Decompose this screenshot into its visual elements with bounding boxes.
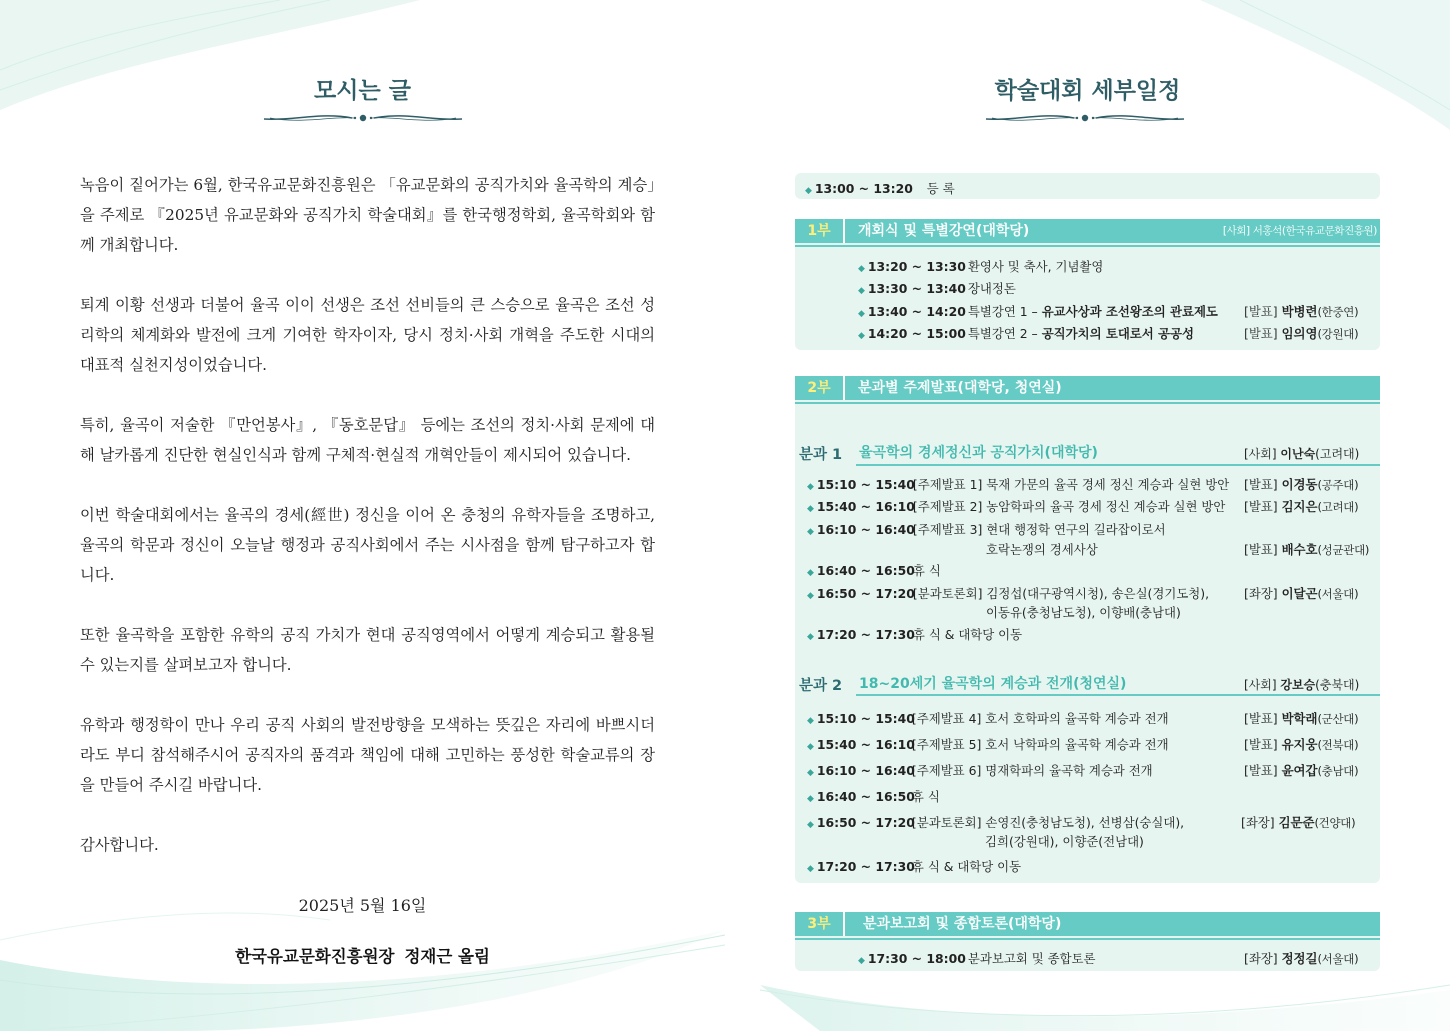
time: 16:40 ~ 16:50 [816, 789, 915, 804]
item-text: 휴 식 & 대학당 이동 [912, 627, 1023, 642]
bullet-icon: ◆ [807, 820, 814, 830]
bullet-icon: ◆ [807, 632, 814, 642]
schedule-row [807, 709, 1169, 727]
bullet-icon: ◆ [807, 742, 814, 752]
schedule-row [807, 857, 1021, 875]
role-label: [발표] [1244, 542, 1278, 557]
part-title: 분과보고회 및 종합토론(대학당) [863, 916, 1062, 932]
item-text-line2: 김희(강원대), 이향준(전남대) [985, 834, 1144, 849]
schedule-row [807, 813, 1184, 831]
session-title: 율곡학의 경세정신과 공직가치(대학당) [859, 445, 1098, 461]
schedule-row [807, 497, 1225, 515]
registration-label: 등 록 [926, 181, 955, 196]
time: 15:10 ~ 15:40 [816, 711, 915, 726]
schedule-row [807, 561, 941, 579]
bullet-icon: ◆ [807, 568, 814, 578]
role-label: [사회] [1244, 447, 1277, 461]
part3-header [795, 912, 1380, 936]
bullet-icon: ◆ [858, 264, 865, 274]
part-title: 개회식 및 특별강연(대학당) [858, 223, 1030, 239]
chair-name: 이난숙 [1280, 447, 1316, 461]
signature-org: 한국유교문화진흥원장 [235, 947, 395, 966]
schedule-row [807, 475, 1229, 493]
presenter [1244, 709, 1358, 727]
presenter [1244, 735, 1358, 753]
divider [795, 938, 1380, 940]
presenter-affiliation: (서울대) [1317, 587, 1359, 601]
chair-name: 강보승 [1280, 678, 1316, 692]
schedule-row [807, 761, 1153, 779]
time: 16:10 ~ 16:40 [816, 522, 915, 537]
schedule-row [807, 735, 1169, 753]
presenter-affiliation: (고려대) [1317, 500, 1359, 514]
bullet-icon: ◆ [807, 768, 814, 778]
presenter-affiliation: (군산대) [1317, 712, 1359, 726]
time: 13:20 ~ 13:30 [867, 259, 966, 274]
title-ornament-icon [984, 108, 1186, 128]
role-label: [발표] [1244, 477, 1278, 492]
role-label: [발표] [1244, 326, 1278, 341]
time: 16:50 ~ 17:20 [816, 586, 915, 601]
item-text: 환영사 및 축사, 기념촬영 [967, 259, 1104, 274]
schedule-row [858, 257, 1103, 275]
presenter [1244, 475, 1358, 493]
page-title: 학술대회 세부일정 [994, 77, 1181, 104]
presenter [1244, 497, 1358, 515]
session-chair [1244, 676, 1359, 693]
item-text: [분과토론회] 손영진(충청남도청), 선병삼(숭실대), [911, 815, 1185, 830]
presenter-name: 이달곤 [1281, 586, 1318, 601]
item-text: 휴 식 [912, 563, 941, 578]
schedule-row [858, 949, 1096, 967]
presenter-name: 김지은 [1281, 499, 1318, 514]
presenter-affiliation: (한중연) [1317, 305, 1359, 319]
item-text: [주제발표 5] 호서 낙학파의 율곡학 계승과 전개 [911, 737, 1169, 752]
time: 16:40 ~ 16:50 [816, 563, 915, 578]
letter-paragraph: 이번 학술대회에서는 율곡의 경세(經世) 정신을 이어 온 충청의 유학자들을 조명하고, 율곡의 학문과 정신이 오늘날 행정과 공직사회에서 주는 시사점을 함께 탐구하고자 합니다. [80, 506, 655, 584]
presenter-name: 윤여갑 [1281, 763, 1318, 778]
bullet-icon: ◆ [807, 482, 814, 492]
bullet-icon: ◆ [807, 716, 814, 726]
time: 17:20 ~ 17:30 [816, 627, 915, 642]
presenter [1244, 324, 1358, 342]
presenter-name: 유지웅 [1281, 737, 1318, 752]
session-chair [1244, 445, 1359, 462]
part-number: 1부 [795, 219, 845, 243]
letter-paragraph: 유학과 행정학이 만나 우리 공직 사회의 발전방향을 모색하는 뜻깊은 자리에 바쁘시더라도 부디 참석해주시어 공직자의 품격과 책임에 대해 고민하는 풍성한 학술교류의 장을 만들어 주시길 바랍니다. [80, 716, 655, 794]
letter-body [80, 170, 655, 860]
presenter-affiliation: (전북대) [1317, 738, 1359, 752]
presenter-affiliation: (강원대) [1317, 327, 1359, 341]
presenter [1244, 949, 1358, 967]
title-ornament-icon [262, 108, 464, 128]
item-text-line2: 호락논쟁의 경세사상 [986, 542, 1098, 557]
part-title: 분과별 주제발표(대학당, 청연실) [858, 380, 1062, 396]
presenter-affiliation: (성균관대) [1317, 543, 1370, 557]
session-label: 분과 2 [799, 678, 843, 694]
bullet-icon: ◆ [807, 527, 814, 537]
letter-signature [0, 943, 725, 967]
role-label: [좌장] [1244, 586, 1278, 601]
bullet-icon: ◆ [807, 504, 814, 514]
item-text: 특별강연 2 – [967, 326, 1042, 341]
part-number: 3부 [795, 912, 845, 936]
role-label: [좌장] [1241, 815, 1275, 830]
role-label: [사회] [1244, 678, 1277, 692]
role-label: [발표] [1244, 499, 1278, 514]
letter-paragraph: 또한 율곡학을 포함한 유학의 공직 가치가 현대 공직영역에서 어떻게 계승되고 활용될 수 있는지를 살펴보고자 합니다. [80, 626, 655, 674]
role-label: [발표] [1244, 737, 1278, 752]
bullet-icon: ◆ [858, 286, 865, 296]
presenter [1244, 540, 1369, 558]
divider [856, 464, 1380, 466]
time: 16:50 ~ 17:20 [816, 815, 915, 830]
item-text: [주제발표 6] 명재학파의 율곡학 계승과 전개 [911, 763, 1153, 778]
signature-name: 정재근 올림 [404, 947, 490, 966]
bullet-icon: ◆ [858, 956, 865, 966]
item-text: 장내정돈 [967, 281, 1016, 296]
item-text: [주제발표 2] 농암학파의 율곡 경세 정신 계승과 실현 방안 [912, 499, 1226, 514]
presenter [1241, 813, 1355, 831]
schedule-row [858, 324, 1194, 342]
letter-closing: 감사합니다. [80, 836, 159, 854]
bullet-icon: ◆ [858, 309, 865, 319]
page-title: 모시는 글 [314, 77, 411, 104]
part-chair: [사회] 서홍석(한국유교문화진흥원) [1222, 225, 1377, 237]
item-text: [주제발표 4] 호서 호학파의 율곡학 계승과 전개 [911, 711, 1169, 726]
presenter-name: 배수호 [1281, 542, 1318, 557]
bullet-icon: ◆ [807, 794, 814, 804]
presenter-affiliation: (충남대) [1317, 764, 1359, 778]
letter-paragraph: 녹음이 짙어가는 6월, 한국유교문화진흥원은 「유교문화의 공직가치와 율곡학의 계승」을 주제로 『2025년 유교문화와 공직가치 학술대회』를 한국행정학회, 율곡학회와 함께 개최합니다. [80, 176, 655, 254]
time: 13:30 ~ 13:40 [867, 281, 966, 296]
bullet-icon: ◆ [807, 591, 814, 601]
presenter [1244, 761, 1358, 779]
role-label: [발표] [1244, 763, 1278, 778]
schedule-row [807, 625, 1022, 643]
time: 14:20 ~ 15:00 [867, 326, 966, 341]
schedule-row [807, 520, 1166, 538]
presenter [1244, 302, 1358, 320]
item-text: 휴 식 & 대학당 이동 [911, 859, 1022, 874]
role-label: [좌장] [1244, 951, 1278, 966]
presenter [1244, 584, 1358, 602]
lecture-title: 공직가치의 토대로서 공공성 [1041, 326, 1194, 341]
part-number: 2부 [795, 376, 845, 400]
item-text-line2: 이동유(충청남도청), 이향배(충남대) [986, 605, 1181, 620]
time: 15:40 ~ 16:10 [816, 499, 915, 514]
presenter-name: 박병련 [1281, 304, 1318, 319]
item-text: 특별강연 1 – [967, 304, 1042, 319]
presenter-affiliation: (건양대) [1314, 816, 1356, 830]
time: 13:00 ~ 13:20 [814, 181, 913, 196]
item-text: 휴 식 [911, 789, 940, 804]
divider [795, 402, 1380, 404]
session-title: 18~20세기 율곡학의 계승과 전개(청연실) [859, 676, 1127, 692]
part2-header [795, 376, 1380, 400]
part1-header [795, 219, 1380, 243]
item-text: [주제발표 3] 현대 행정학 연구의 길라잡이로서 [912, 522, 1166, 537]
schedule-row [858, 302, 1218, 320]
bullet-icon: ◆ [858, 331, 865, 341]
schedule-page [725, 0, 1450, 1031]
time: 17:30 ~ 18:00 [867, 951, 966, 966]
presenter-affiliation: (공주대) [1317, 478, 1359, 492]
time: 15:10 ~ 15:40 [816, 477, 915, 492]
time: 13:40 ~ 14:20 [867, 304, 966, 319]
bullet-icon: ◆ [807, 864, 814, 874]
session-label: 분과 1 [799, 447, 843, 463]
time: 16:10 ~ 16:40 [816, 763, 915, 778]
lecture-title: 유교사상과 조선왕조의 관료제도 [1041, 304, 1218, 319]
presenter-affiliation: (서울대) [1317, 952, 1359, 966]
chair-affiliation: (고려대) [1315, 447, 1360, 461]
time: 15:40 ~ 16:10 [816, 737, 915, 752]
presenter-name: 이경동 [1281, 477, 1318, 492]
bullet-icon: ◆ [805, 186, 812, 196]
time: 17:20 ~ 17:30 [816, 859, 915, 874]
presenter-name: 김문준 [1278, 815, 1315, 830]
letter-paragraph: 퇴계 이황 선생과 더불어 율곡 이이 선생은 조선 선비들의 큰 스승으로 율곡은 조선 성리학의 체계화와 발전에 크게 기여한 학자이자, 당시 정치·사회 개혁을 주도한 시대의 대표적 실천지성이었습니다. [80, 296, 655, 374]
registration-row [805, 179, 955, 197]
item-text: 분과보고회 및 종합토론 [967, 951, 1096, 966]
item-text: [주제발표 1] 묵재 가문의 율곡 경세 정신 계승과 실현 방안 [912, 477, 1230, 492]
item-text: [분과토론회] 김정섭(대구광역시청), 송은실(경기도청), [912, 586, 1210, 601]
schedule-row [858, 279, 1016, 297]
chair-affiliation: (충북대) [1315, 678, 1360, 692]
presenter-name: 정정길 [1281, 951, 1318, 966]
role-label: [발표] [1244, 304, 1278, 319]
schedule-row [807, 584, 1209, 602]
letter-paragraph: 특히, 율곡이 저술한 『만언봉사』, 『동호문답』 등에는 조선의 정치·사회 문제에 대해 날카롭게 진단한 현실인식과 함께 구체적·현실적 개혁안들이 제시되어 있습니다. [80, 416, 655, 464]
role-label: [발표] [1244, 711, 1278, 726]
divider [856, 694, 1380, 696]
presenter-name: 박학래 [1281, 711, 1318, 726]
presenter-name: 임의영 [1281, 326, 1318, 341]
divider [795, 245, 1380, 247]
letter-date: 2025년 5월 16일 [298, 896, 427, 915]
schedule-row [807, 787, 940, 805]
